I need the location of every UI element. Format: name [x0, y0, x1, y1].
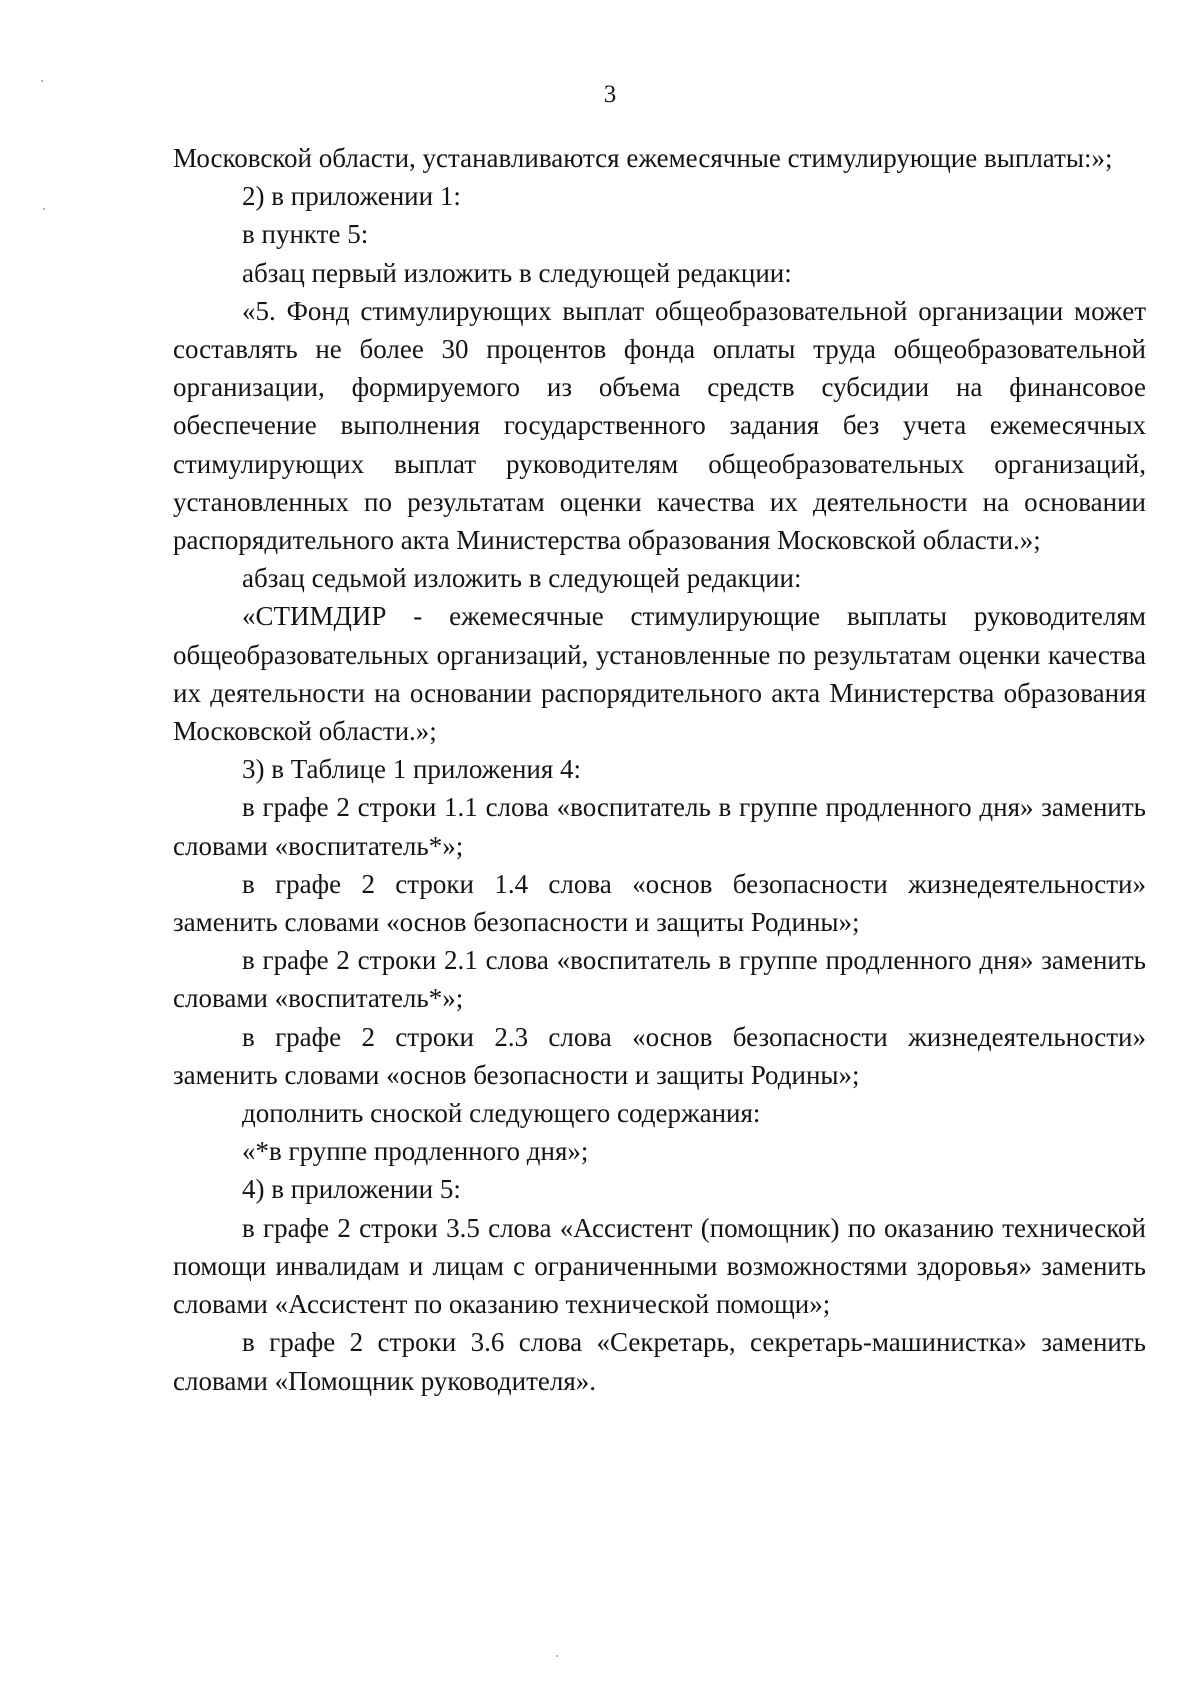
- paragraph: 3) в Таблице 1 приложения 4:: [242, 754, 582, 785]
- paragraph: в графе 2 строки 3.5 слова «Ассистент (помощник) по оказанию технической помощи инвалидам и лицам с ограниченными возможностями здоровья» заменить словами «Ассистент по оказанию технической помощи»;: [173, 1212, 1146, 1320]
- scan-speck: [556, 1655, 558, 1657]
- scan-speck: [41, 80, 43, 82]
- document-body: [173, 139, 1146, 1400]
- paragraph: в пункте 5:: [242, 219, 369, 250]
- paragraph: в графе 2 строки 2.1 слова «воспитатель в группе продленного дня» заменить словами «воспитатель*»;: [173, 945, 1146, 1014]
- paragraph: абзац первый изложить в следующей редакции:: [242, 257, 792, 288]
- paragraph: 4) в приложении 5:: [242, 1174, 461, 1205]
- paragraph: 2) в приложении 1:: [242, 181, 461, 212]
- paragraph: абзац седьмой изложить в следующей редакции:: [242, 563, 802, 594]
- paragraph: «СТИМДИР - ежемесячные стимулирующие выплаты руководителям общеобразовательных организаций, установленные по результатам оценки качества их деятельности на основании распорядительного акта Министерства образования Московской области.»;: [173, 601, 1146, 747]
- paragraph: «5. Фонд стимулирующих выплат общеобразовательной организации может составлять не более 30 процентов фонда оплаты труда общеобразовательной организации, формируемого из объема средств субсидии на финансовое обеспечение выполнения государственного задания без учета ежемесячных стимулирующих выплат руководителям общеобразовательных организаций, установленных по результатам оценки качества их деятельности на основании распорядительного акта Министерства образования Московской области.»;: [173, 295, 1146, 556]
- scan-speck: [43, 208, 45, 210]
- paragraph: в графе 2 строки 1.1 слова «воспитатель в группе продленного дня» заменить словами «воспитатель*»;: [173, 792, 1146, 861]
- paragraph: Московской области, устанавливаются ежемесячные стимулирующие выплаты:»;: [173, 143, 1113, 173]
- page-number: 3: [603, 81, 617, 108]
- paragraph: в графе 2 строки 2.3 слова «основ безопасности жизнедеятельности» заменить словами «основ безопасности и защиты Родины»;: [173, 1021, 1146, 1090]
- paragraph: «*в группе продленного дня»;: [242, 1136, 589, 1167]
- paragraph: в графе 2 строки 3.6 слова «Секретарь, секретарь-машинистка» заменить словами «Помощник руководителя».: [173, 1327, 1146, 1396]
- paragraph: дополнить сноской следующего содержания:: [242, 1098, 761, 1129]
- paragraph: в графе 2 строки 1.4 слова «основ безопасности жизнедеятельности» заменить словами «основ безопасности и защиты Родины»;: [173, 868, 1146, 938]
